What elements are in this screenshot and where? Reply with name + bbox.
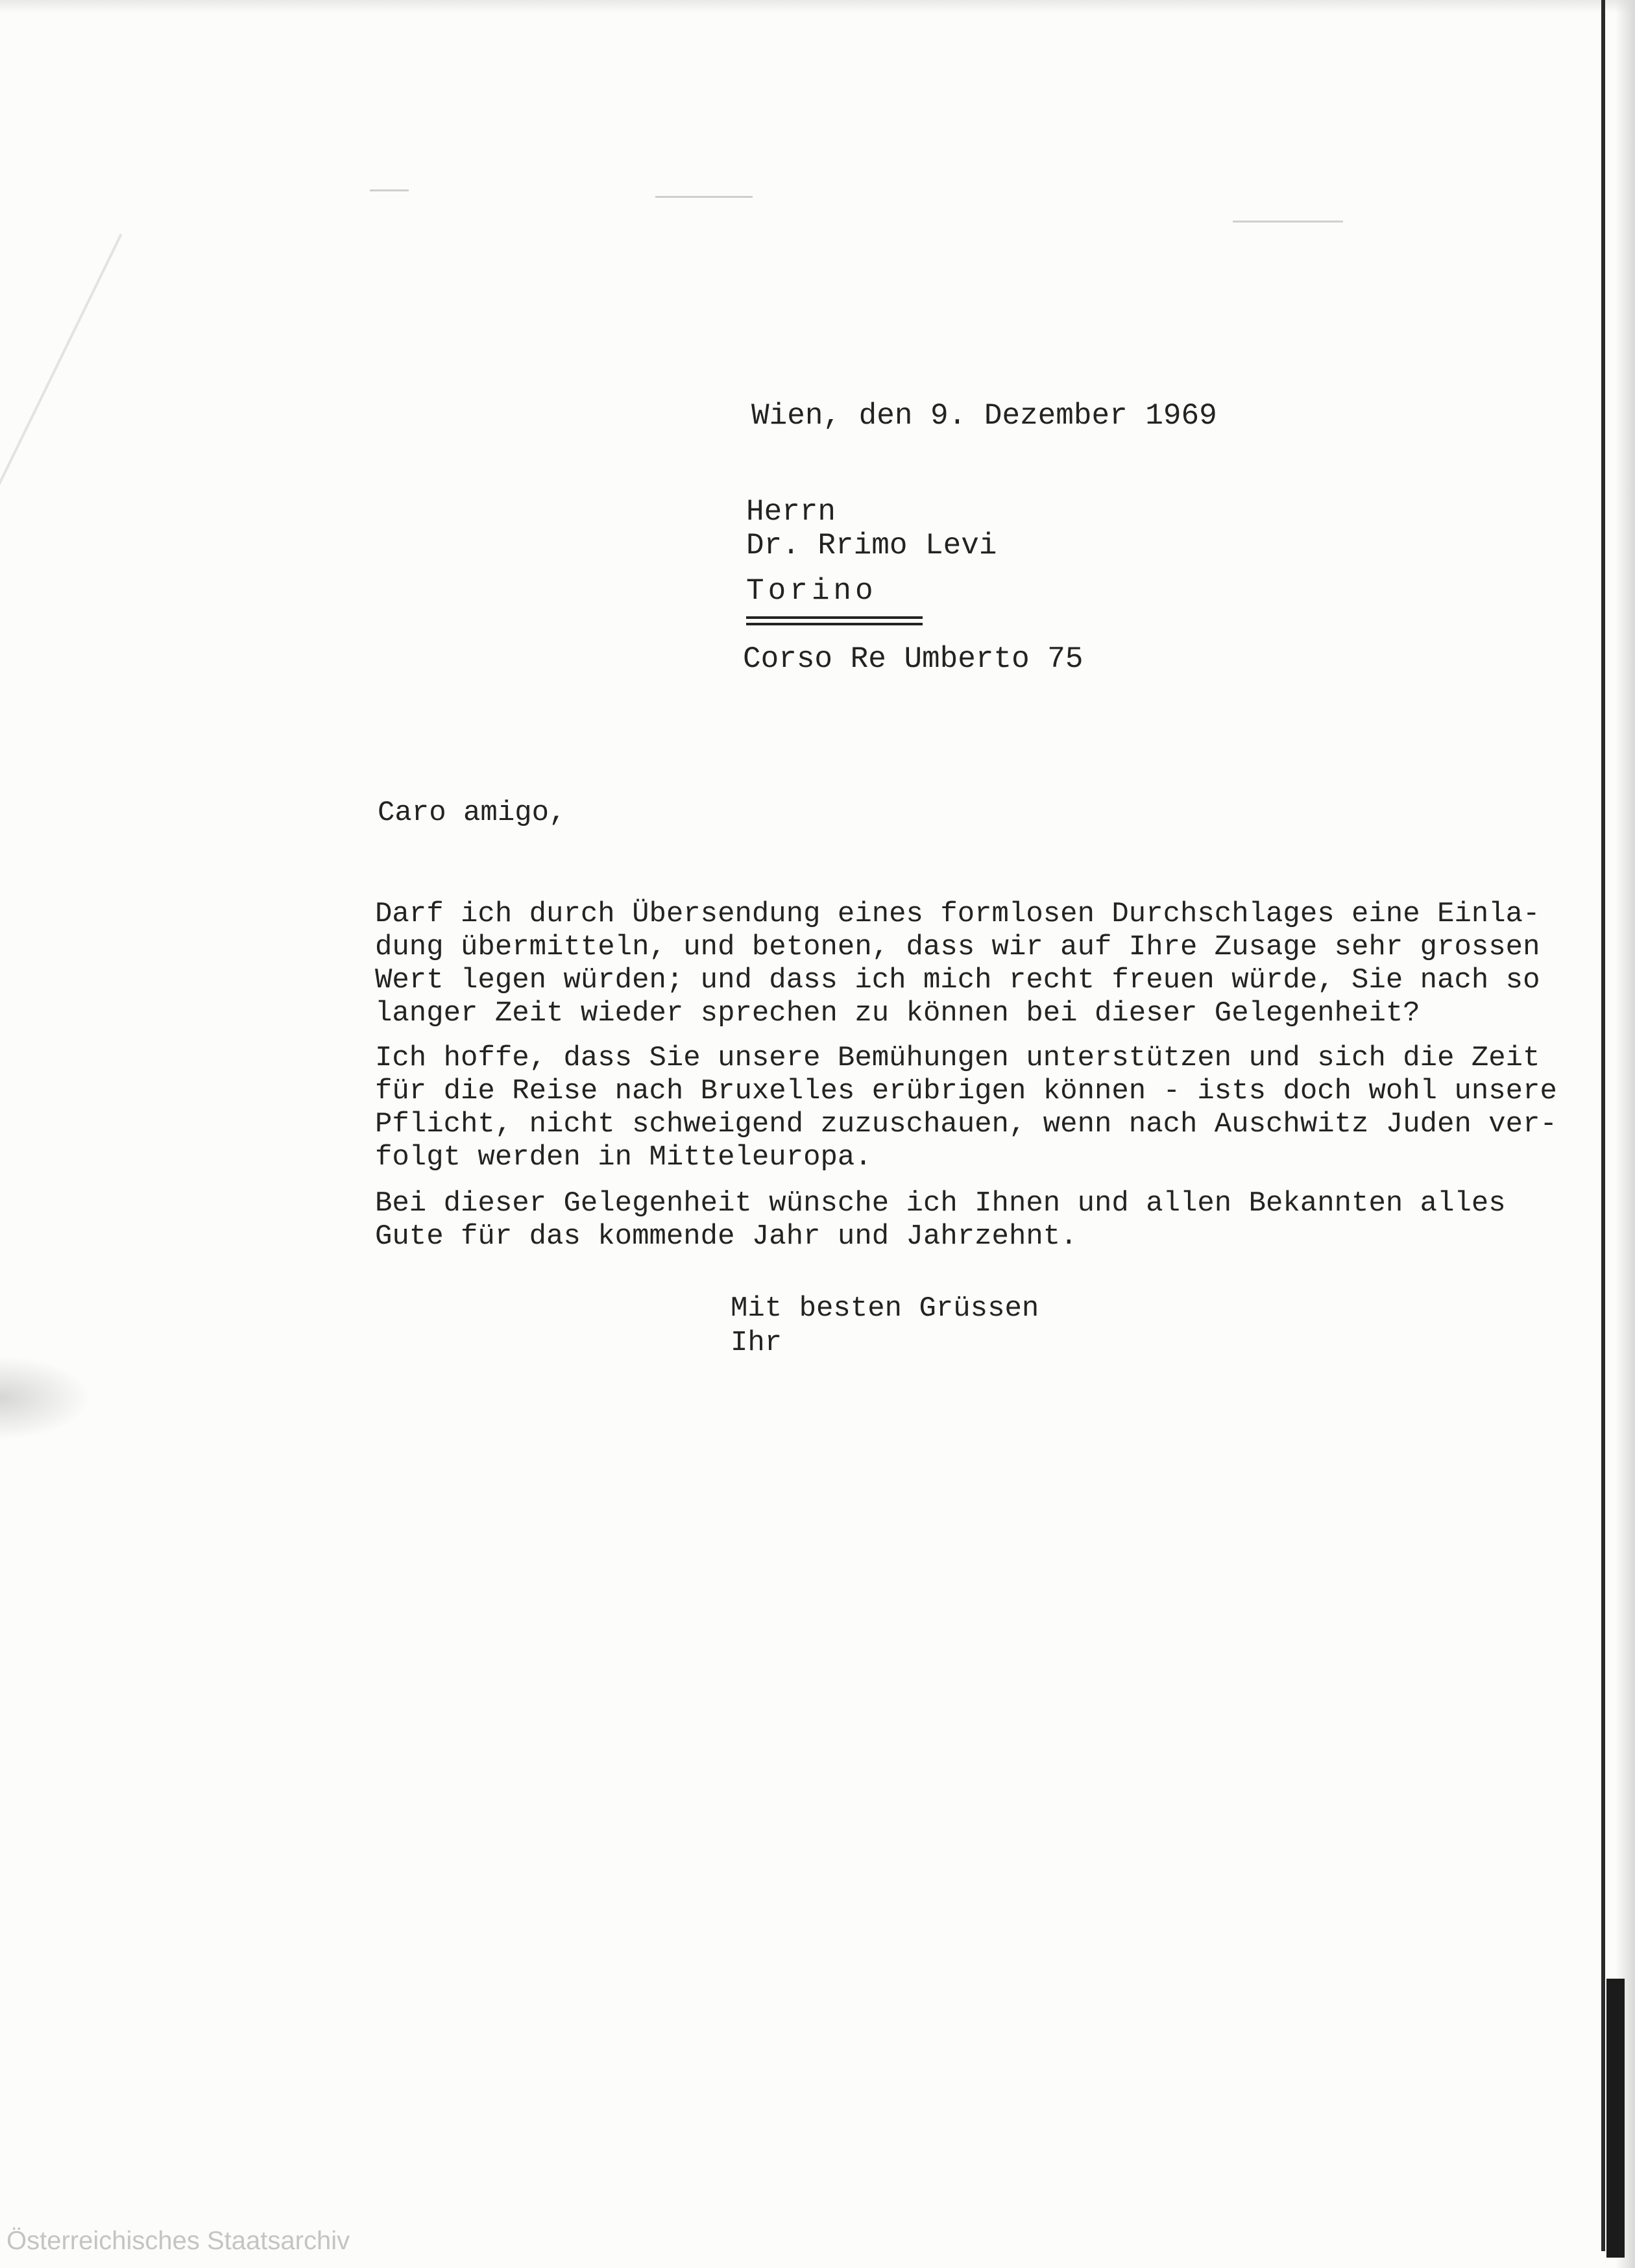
- paper-mark: [370, 189, 409, 191]
- paragraph-line: für die Reise nach Bruxelles erübrigen können - ists doch wohl unsere: [375, 1075, 1557, 1107]
- archive-watermark: Österreichisches Staatsarchiv: [6, 2226, 350, 2255]
- paper-mark: [655, 196, 753, 198]
- paragraph-line: Pflicht, nicht schweigend zuzuschauen, wenn nach Auschwitz Juden ver-: [375, 1108, 1557, 1140]
- paragraph-line: folgt werden in Mitteleuropa.: [375, 1141, 872, 1174]
- scan-shadow-right: [1601, 0, 1605, 2251]
- scan-edge-top: [0, 0, 1635, 13]
- city-double-underline: [746, 616, 923, 625]
- scan-shadow-corner: [1606, 1979, 1625, 2258]
- paragraph-line: Bei dieser Gelegenheit wünsche ich Ihnen und allen Bekannten alles: [375, 1187, 1506, 1220]
- paragraph-line: Wert legen würden; und dass ich mich recht freuen würde, Sie nach so: [375, 964, 1540, 996]
- paragraph-wishes: [375, 1187, 1506, 1253]
- paragraph-line: Ich hoffe, dass Sie unsere Bemühungen unterstützen und sich die Zeit: [375, 1042, 1540, 1074]
- paragraph-support: [375, 1042, 1557, 1174]
- recipient-name: Dr. Rrimo Levi: [746, 529, 997, 562]
- recipient-street: Corso Re Umberto 75: [743, 642, 1084, 676]
- paragraph-line: Gute für das kommende Jahr und Jahrzehnt.: [375, 1220, 1078, 1253]
- scan-edge-right: [1616, 0, 1635, 2268]
- paper-crease: [0, 234, 123, 887]
- letter-date: Wien, den 9. Dezember 1969: [751, 399, 1217, 433]
- paragraph-line: langer Zeit wieder sprechen zu können bei dieser Gelegenheit?: [375, 997, 1420, 1030]
- paragraph-line: dung übermitteln, und betonen, dass wir auf Ihre Zusage sehr grossen: [375, 931, 1540, 963]
- recipient-title: Herrn: [746, 495, 836, 529]
- closing-signoff: Ihr: [731, 1327, 782, 1359]
- paragraph-line: Darf ich durch Übersendung eines formlosen Durchschlages eine Einla-: [375, 898, 1540, 930]
- salutation: Caro amigo,: [378, 797, 566, 829]
- paper-mark: [1233, 221, 1343, 223]
- paragraph-invitation: [375, 898, 1540, 1030]
- paper-tear: [0, 1356, 91, 1440]
- recipient-city: Torino: [746, 574, 877, 608]
- closing-greeting: Mit besten Grüssen: [731, 1292, 1039, 1325]
